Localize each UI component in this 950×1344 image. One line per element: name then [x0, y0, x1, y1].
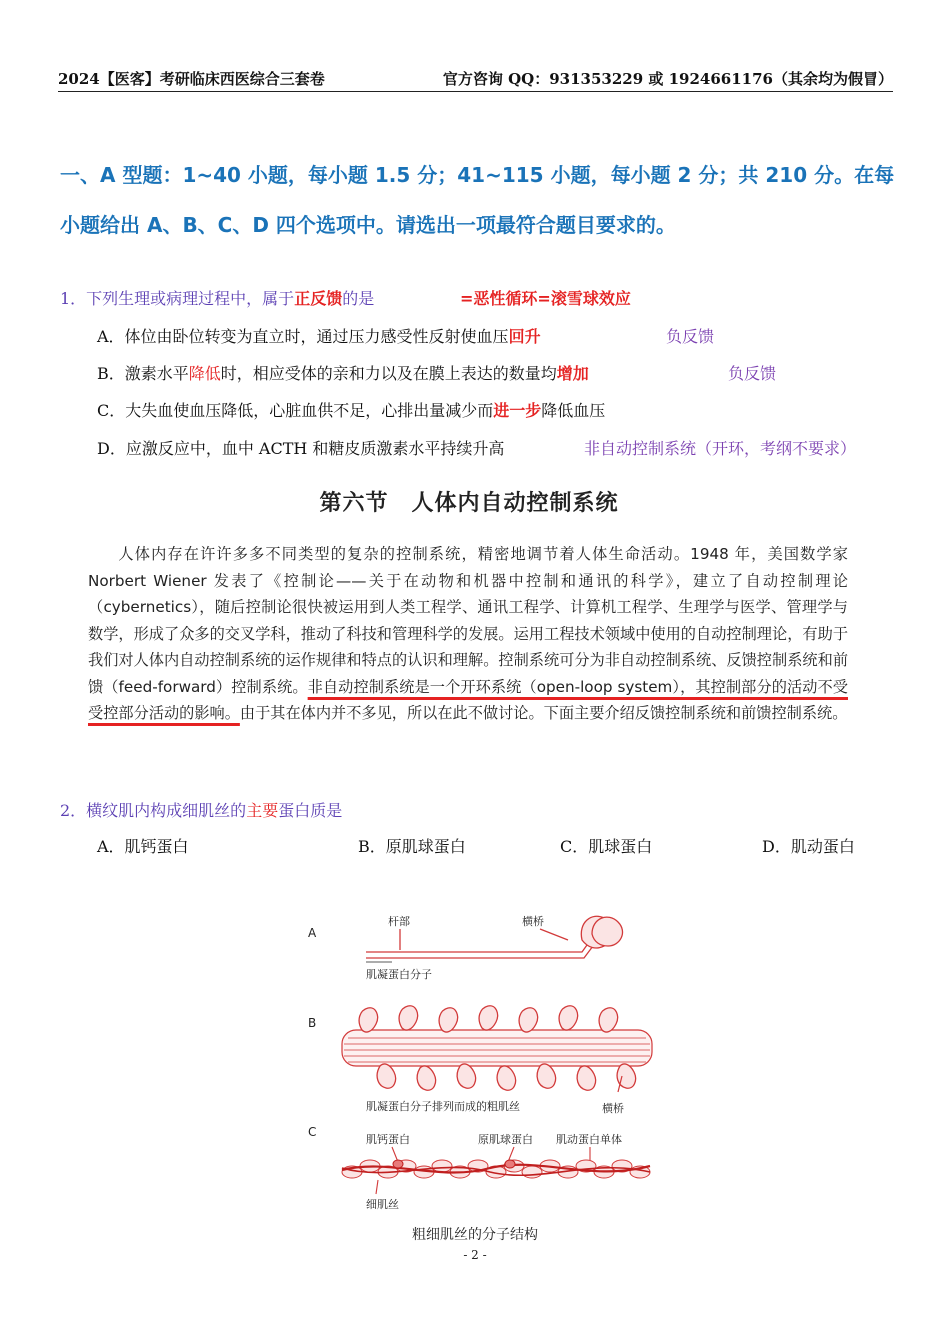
q1-option-c-text2: 降低血压	[541, 401, 606, 420]
myosin-head-2	[592, 917, 623, 946]
q1-note: =恶性循环=滚雪球效应	[460, 289, 631, 308]
header-contact: 官方咨询 QQ：931353229 或 1924661176（其余均为假冒）	[442, 70, 893, 88]
crossbridge-b-label: 横桥	[602, 1102, 624, 1115]
thin-filament	[342, 1160, 650, 1178]
q1-option-c-key: 进一步	[493, 401, 542, 420]
header-title: 2024【医客】考研临床西医综合三套卷	[58, 70, 325, 88]
q1-option-b-key2: 增加	[556, 364, 589, 383]
q1-option-c	[97, 398, 605, 421]
thin-filament-label: 细肌丝	[366, 1198, 399, 1211]
troponin-label: 肌钙蛋白	[366, 1133, 410, 1146]
q1-option-c-text1: C．大失血使血压降低，心脏血供不足，心排出量减少而	[97, 401, 494, 420]
thick-filament	[342, 1006, 652, 1091]
tropomyosin-label: 原肌球蛋白	[478, 1133, 533, 1146]
q1-stem-prefix: 1．下列生理或病理过程中，属于	[60, 289, 295, 308]
textbook-text-pre: 人体内存在许许多多不同类型的复杂的控制系统，精密地调节着人体生命活动。1948 年，美国数学家 Norbert Wiener 发表了《控制论——关于在动物和机器中控制和通讯的科学》，建立了自动控制理论（cybernetics），随后控制论很快被运用到人类工程学、通讯工程学、计算机工程学、生理学与医学、管理学与数学，形成了众多的交叉学科，推动了科技和管理科学的发展。运用工程技术领域中使用的自动控制理论，有助于我们对人体内自动控制系统的运作规律和特点的认识和理解。控制系统可分为非自动控制系统、反馈控制系统和前馈（feed-forward）控制系统。	[88, 545, 848, 696]
muscle-filament-diagram	[300, 900, 660, 1245]
q1-option-b-note: 负反馈	[728, 364, 777, 383]
q1-option-b	[97, 361, 589, 384]
q1-option-a-text: A．体位由卧位转变为直立时，通过压力感受性反射使血压	[97, 327, 509, 346]
textbook-text-post: 由于其在体内并不多见，所以在此不做讨论。下面主要介绍反馈控制系统和前馈控制系统。	[239, 704, 848, 722]
page-header	[58, 66, 893, 92]
panel-b-label: B	[308, 1016, 317, 1030]
crossbridge-pointer	[540, 929, 568, 940]
q2-option-b: B．原肌球蛋白	[358, 837, 466, 856]
section-title: 一、A 型题：1~40 小题，每小题 1.5 分；41~115 小题，每小题 2 分；共 210 分。在每小题给出 A、B、C、D 四个选项中。请选出一项最符合题目要求的。	[60, 163, 895, 237]
question-2-stem	[60, 798, 342, 821]
q1-option-d-note: 非自动控制系统（开环，考纲不要求）	[584, 439, 857, 458]
q1-option-b-key1: 降低	[188, 364, 221, 383]
textbook-paragraph	[88, 541, 848, 727]
textbook-excerpt	[84, 478, 854, 760]
q2-option-a: A．肌钙蛋白	[97, 837, 189, 856]
q1-stem-suffix: 的是	[342, 289, 375, 308]
figure-caption: 粗细肌丝的分子结构	[412, 1227, 538, 1243]
myosin-molecule-label: 肌凝蛋白分子	[366, 968, 432, 981]
q2-stem-suffix: 蛋白质是	[278, 801, 343, 820]
q1-option-b-text1: B．激素水平	[97, 364, 189, 383]
q1-option-a	[97, 324, 541, 347]
q2-option-d: D．肌动蛋白	[762, 837, 855, 856]
page-number: - 2 -	[463, 1248, 487, 1262]
crossbridge-label: 横桥	[522, 915, 544, 928]
textbook-underlined-text: 非自动控制系统是一个开环系统（open-loop system），其控制部分的活动不受受控部分活动的影响。	[88, 677, 848, 722]
thick-filament-label: 肌凝蛋白分子排列而成的粗肌丝	[366, 1100, 520, 1113]
actin-monomer-label: 肌动蛋白单体	[556, 1133, 622, 1146]
panel-c-label: C	[308, 1125, 317, 1139]
q1-option-b-text2: 时，相应受体的亲和力以及在膜上表达的数量均	[220, 364, 557, 383]
rod-label: 杆部	[388, 915, 410, 928]
panel-a-label: A	[308, 926, 317, 940]
q2-option-c: C．肌球蛋白	[560, 837, 653, 856]
thin-filament-pointer	[376, 1180, 378, 1194]
q2-stem-prefix: 2．横纹肌内构成细肌丝的	[60, 801, 247, 820]
question-1-stem	[60, 286, 374, 309]
q1-stem-key: 正反馈	[294, 289, 343, 308]
q1-option-a-key: 回升	[508, 327, 541, 346]
q1-option-a-note: 负反馈	[666, 327, 715, 346]
textbook-title: 第六节 人体内自动控制系统	[319, 491, 619, 516]
q2-stem-key: 主要	[246, 801, 279, 820]
q1-option-d: D．应激反应中，血中 ACTH 和糖皮质激素水平持续升高	[97, 439, 505, 458]
